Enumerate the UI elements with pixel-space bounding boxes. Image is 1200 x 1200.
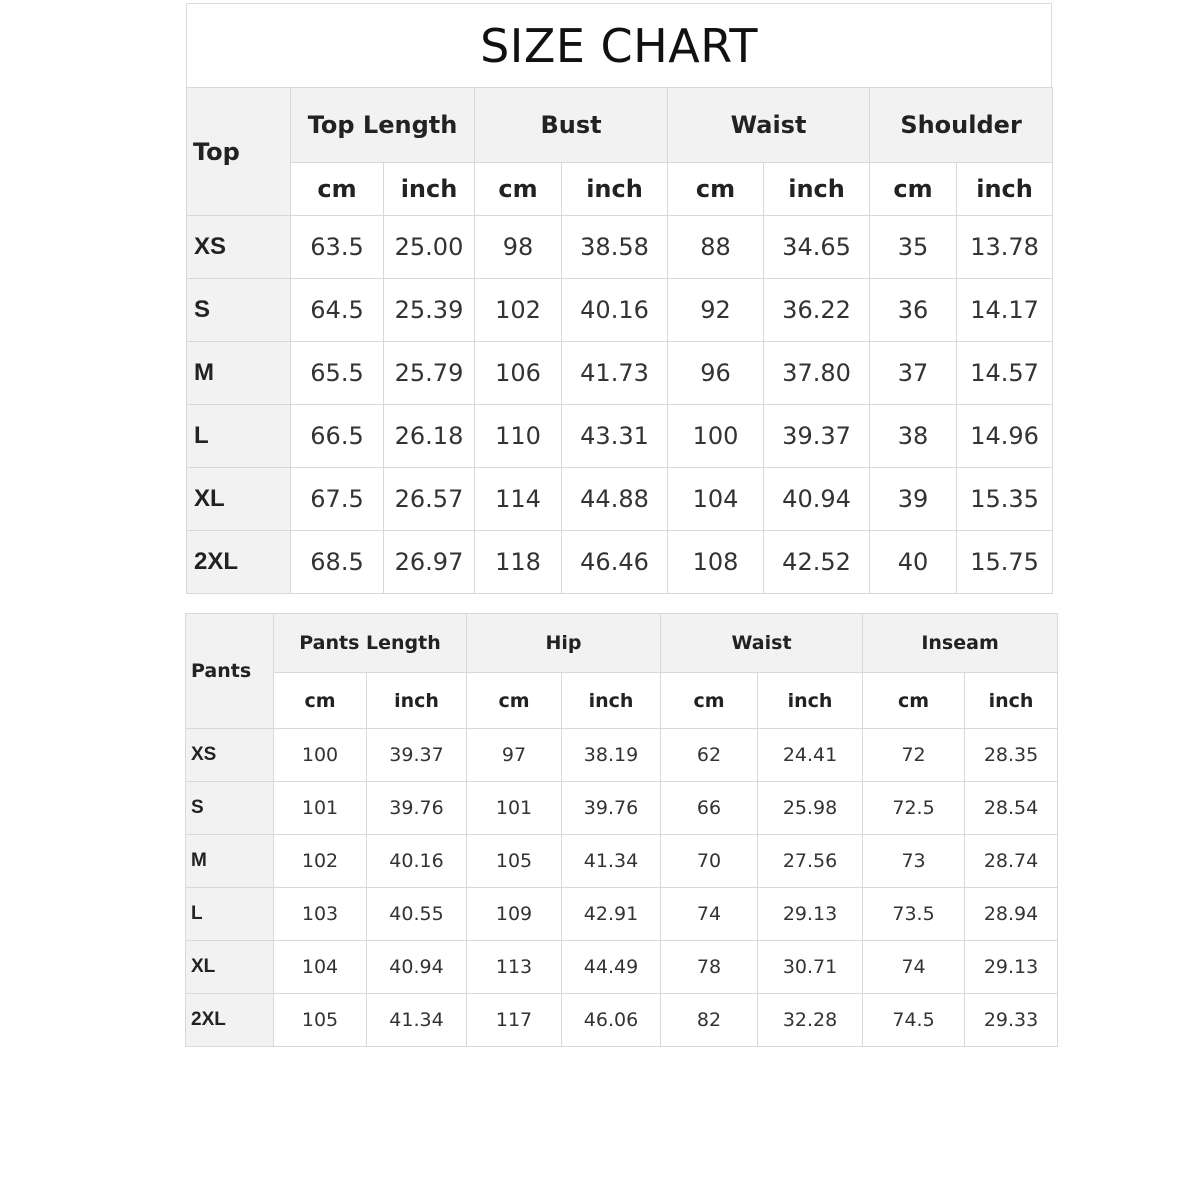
pants-unit-header: inch — [965, 673, 1058, 729]
measurement-cell: 40.94 — [764, 468, 870, 531]
measurement-cell: 28.54 — [965, 782, 1058, 835]
measurement-cell: 105 — [467, 835, 562, 888]
top-size-table — [186, 87, 1053, 594]
measurement-cell: 82 — [661, 994, 758, 1047]
top-unit-header: cm — [870, 163, 957, 216]
measurement-cell: 40.94 — [367, 941, 467, 994]
table-row — [187, 531, 1053, 594]
measurement-cell: 108 — [668, 531, 764, 594]
size-chart-title-box — [186, 3, 1052, 87]
measurement-cell: 39.76 — [562, 782, 661, 835]
table-row — [186, 729, 1058, 782]
measurement-cell: 26.57 — [384, 468, 475, 531]
measurement-cell: 39.76 — [367, 782, 467, 835]
pants-corner-label: Pants — [186, 614, 274, 729]
measurement-cell: 13.78 — [957, 216, 1053, 279]
measurement-cell: 113 — [467, 941, 562, 994]
table-row — [186, 835, 1058, 888]
measurement-cell: 118 — [475, 531, 562, 594]
measurement-cell: 96 — [668, 342, 764, 405]
size-label: XS — [186, 729, 274, 782]
measurement-cell: 72 — [863, 729, 965, 782]
size-label: 2XL — [186, 994, 274, 1047]
measurement-cell: 46.06 — [562, 994, 661, 1047]
measurement-cell: 102 — [274, 835, 367, 888]
measurement-cell: 29.13 — [965, 941, 1058, 994]
measurement-cell: 73.5 — [863, 888, 965, 941]
top-table-body — [187, 216, 1053, 594]
pants-size-table — [185, 613, 1058, 1047]
measurement-cell: 74 — [661, 888, 758, 941]
size-label: M — [186, 835, 274, 888]
pants-group-header: Pants Length — [274, 614, 467, 673]
measurement-cell: 25.98 — [758, 782, 863, 835]
measurement-cell: 97 — [467, 729, 562, 782]
top-group-header: Top Length — [291, 88, 475, 163]
measurement-cell: 103 — [274, 888, 367, 941]
size-label: L — [187, 405, 291, 468]
size-label: XS — [187, 216, 291, 279]
top-unit-header: inch — [384, 163, 475, 216]
measurement-cell: 14.57 — [957, 342, 1053, 405]
pants-group-header: Inseam — [863, 614, 1058, 673]
top-group-header: Shoulder — [870, 88, 1053, 163]
measurement-cell: 40.55 — [367, 888, 467, 941]
measurement-cell: 40.16 — [562, 279, 668, 342]
pants-unit-header: cm — [467, 673, 562, 729]
table-row — [187, 468, 1053, 531]
pants-group-header: Hip — [467, 614, 661, 673]
measurement-cell: 26.97 — [384, 531, 475, 594]
measurement-cell: 101 — [274, 782, 367, 835]
measurement-cell: 78 — [661, 941, 758, 994]
measurement-cell: 110 — [475, 405, 562, 468]
measurement-cell: 42.52 — [764, 531, 870, 594]
measurement-cell: 65.5 — [291, 342, 384, 405]
measurement-cell: 38.19 — [562, 729, 661, 782]
measurement-cell: 74 — [863, 941, 965, 994]
measurement-cell: 100 — [274, 729, 367, 782]
measurement-cell: 70 — [661, 835, 758, 888]
measurement-cell: 39.37 — [764, 405, 870, 468]
measurement-cell: 15.75 — [957, 531, 1053, 594]
table-row — [186, 994, 1058, 1047]
size-label: L — [186, 888, 274, 941]
table-row — [186, 888, 1058, 941]
pants-table-body — [186, 729, 1058, 1047]
measurement-cell: 42.91 — [562, 888, 661, 941]
top-group-header: Bust — [475, 88, 668, 163]
table-row — [187, 279, 1053, 342]
measurement-cell: 37 — [870, 342, 957, 405]
measurement-cell: 66.5 — [291, 405, 384, 468]
measurement-cell: 28.74 — [965, 835, 1058, 888]
measurement-cell: 92 — [668, 279, 764, 342]
measurement-cell: 38.58 — [562, 216, 668, 279]
pants-unit-header: inch — [758, 673, 863, 729]
measurement-cell: 73 — [863, 835, 965, 888]
measurement-cell: 100 — [668, 405, 764, 468]
measurement-cell: 44.88 — [562, 468, 668, 531]
measurement-cell: 41.34 — [367, 994, 467, 1047]
measurement-cell: 34.65 — [764, 216, 870, 279]
measurement-cell: 25.39 — [384, 279, 475, 342]
measurement-cell: 98 — [475, 216, 562, 279]
size-label: S — [186, 782, 274, 835]
measurement-cell: 44.49 — [562, 941, 661, 994]
measurement-cell: 40 — [870, 531, 957, 594]
top-unit-header: inch — [957, 163, 1053, 216]
measurement-cell: 25.00 — [384, 216, 475, 279]
measurement-cell: 64.5 — [291, 279, 384, 342]
top-unit-header: cm — [475, 163, 562, 216]
measurement-cell: 88 — [668, 216, 764, 279]
measurement-cell: 104 — [274, 941, 367, 994]
page-title: SIZE CHART — [480, 18, 758, 73]
top-corner-label: Top — [187, 88, 291, 216]
measurement-cell: 117 — [467, 994, 562, 1047]
measurement-cell: 24.41 — [758, 729, 863, 782]
measurement-cell: 35 — [870, 216, 957, 279]
measurement-cell: 25.79 — [384, 342, 475, 405]
measurement-cell: 39 — [870, 468, 957, 531]
top-group-header: Waist — [668, 88, 870, 163]
measurement-cell: 72.5 — [863, 782, 965, 835]
size-label: 2XL — [187, 531, 291, 594]
measurement-cell: 14.96 — [957, 405, 1053, 468]
table-row — [187, 216, 1053, 279]
measurement-cell: 36 — [870, 279, 957, 342]
top-unit-header: inch — [562, 163, 668, 216]
measurement-cell: 106 — [475, 342, 562, 405]
measurement-cell: 38 — [870, 405, 957, 468]
top-unit-header: cm — [668, 163, 764, 216]
measurement-cell: 62 — [661, 729, 758, 782]
measurement-cell: 40.16 — [367, 835, 467, 888]
measurement-cell: 29.13 — [758, 888, 863, 941]
table-row — [186, 782, 1058, 835]
measurement-cell: 114 — [475, 468, 562, 531]
measurement-cell: 66 — [661, 782, 758, 835]
measurement-cell: 28.94 — [965, 888, 1058, 941]
measurement-cell: 28.35 — [965, 729, 1058, 782]
table-row — [187, 405, 1053, 468]
pants-unit-header: cm — [661, 673, 758, 729]
table-row — [186, 941, 1058, 994]
measurement-cell: 27.56 — [758, 835, 863, 888]
pants-unit-header: inch — [367, 673, 467, 729]
measurement-cell: 101 — [467, 782, 562, 835]
measurement-cell: 37.80 — [764, 342, 870, 405]
measurement-cell: 74.5 — [863, 994, 965, 1047]
measurement-cell: 39.37 — [367, 729, 467, 782]
size-label: S — [187, 279, 291, 342]
measurement-cell: 30.71 — [758, 941, 863, 994]
measurement-cell: 105 — [274, 994, 367, 1047]
measurement-cell: 67.5 — [291, 468, 384, 531]
pants-unit-header: cm — [274, 673, 367, 729]
measurement-cell: 104 — [668, 468, 764, 531]
measurement-cell: 15.35 — [957, 468, 1053, 531]
measurement-cell: 41.34 — [562, 835, 661, 888]
measurement-cell: 63.5 — [291, 216, 384, 279]
measurement-cell: 36.22 — [764, 279, 870, 342]
size-label: XL — [186, 941, 274, 994]
table-row — [187, 342, 1053, 405]
size-label: M — [187, 342, 291, 405]
measurement-cell: 46.46 — [562, 531, 668, 594]
pants-group-header: Waist — [661, 614, 863, 673]
measurement-cell: 26.18 — [384, 405, 475, 468]
measurement-cell: 43.31 — [562, 405, 668, 468]
size-label: XL — [187, 468, 291, 531]
measurement-cell: 14.17 — [957, 279, 1053, 342]
measurement-cell: 29.33 — [965, 994, 1058, 1047]
pants-unit-header: cm — [863, 673, 965, 729]
top-unit-header: inch — [764, 163, 870, 216]
measurement-cell: 109 — [467, 888, 562, 941]
measurement-cell: 68.5 — [291, 531, 384, 594]
measurement-cell: 32.28 — [758, 994, 863, 1047]
pants-unit-header: inch — [562, 673, 661, 729]
measurement-cell: 41.73 — [562, 342, 668, 405]
top-unit-header: cm — [291, 163, 384, 216]
measurement-cell: 102 — [475, 279, 562, 342]
